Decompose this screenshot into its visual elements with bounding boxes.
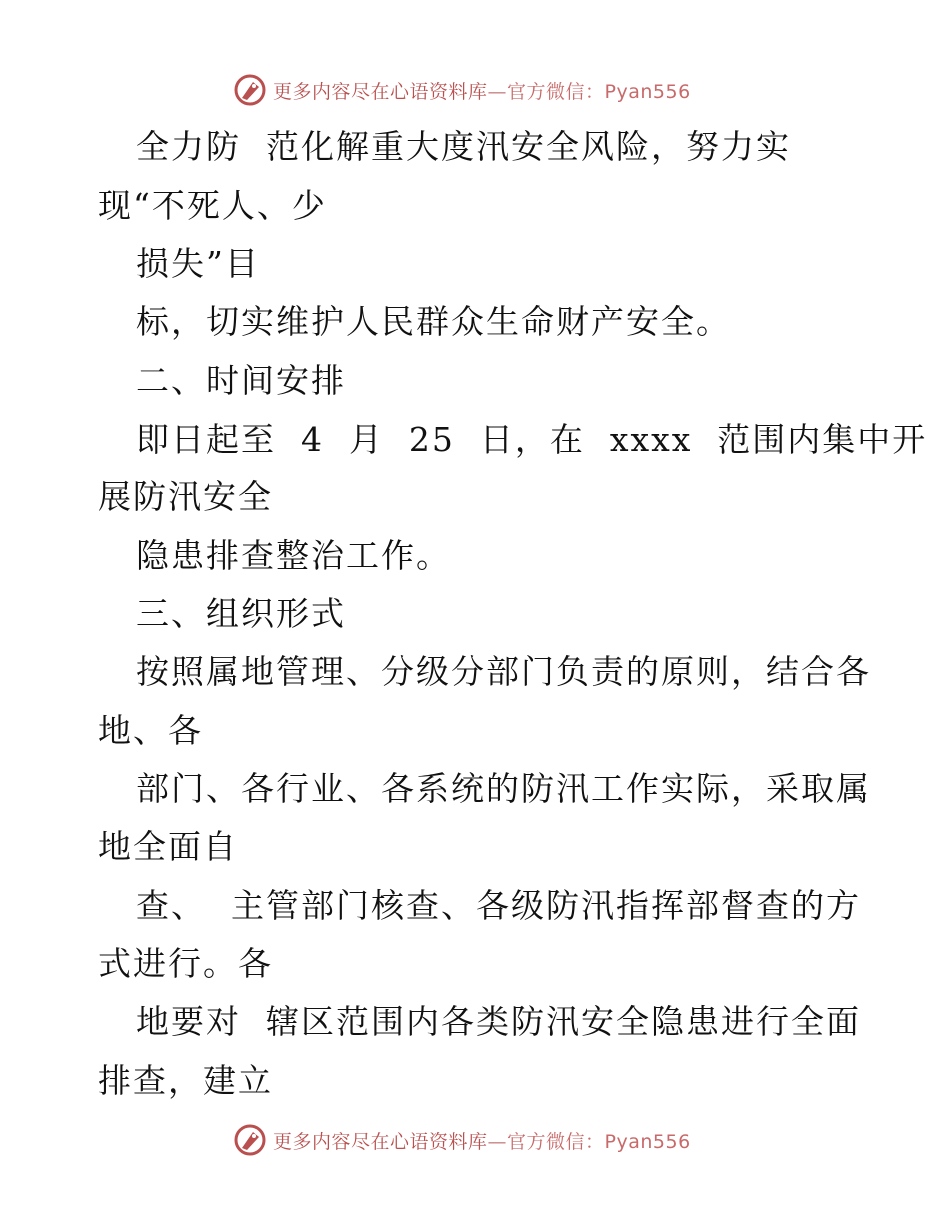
watermark-site: 更多内容尽在心语资料库 <box>273 80 488 103</box>
body-line-16: 地要对 辖区范围内各类防汛安全隐患进行全面 <box>136 1002 861 1041</box>
body-line-15: 式进行。各 <box>98 944 273 983</box>
section-heading-schedule: 二、时间安排 <box>136 361 346 400</box>
body-line-13: 地全面自 <box>98 827 238 866</box>
body-line-1: 全力防 范化解重大度汛安全风险，努力实 <box>136 127 791 166</box>
pen-nib-logo-icon <box>233 1123 267 1157</box>
body-line-6: 即日起至 4 月 25 日，在 xxxx 范围内集中开 <box>136 420 928 459</box>
body-line-3: 损失”目 <box>136 244 260 283</box>
body-line-14: 查、 主管部门核查、各级防汛指挥部督查的方 <box>136 886 861 925</box>
body-line-12: 部门、各行业、各系统的防汛工作实际，采取属 <box>136 769 871 808</box>
body-line-4: 标，切实维护人民群众生命财产安全。 <box>136 302 731 341</box>
body-line-8: 隐患排查整治工作。 <box>136 536 451 575</box>
body-line-11: 地、各 <box>98 711 203 750</box>
watermark-separator: — <box>487 80 508 103</box>
footer-watermark <box>233 1122 691 1158</box>
body-line-7: 展防汛安全 <box>98 477 273 516</box>
watermark-wechat: 官方微信：Pyan556 <box>507 1130 691 1153</box>
watermark-wechat: 官方微信：Pyan556 <box>507 80 691 103</box>
body-line-2: 现“不死人、少 <box>98 186 327 225</box>
watermark-text <box>273 77 691 104</box>
body-line-10: 按照属地管理、分级分部门负责的原则，结合各 <box>136 652 871 691</box>
body-line-17: 排查，建立 <box>98 1061 273 1100</box>
section-heading-organization: 三、组织形式 <box>136 594 346 633</box>
pen-nib-logo-icon <box>233 73 267 107</box>
watermark-text <box>273 1127 691 1154</box>
watermark-site: 更多内容尽在心语资料库 <box>273 1130 488 1153</box>
watermark-separator: — <box>487 1130 508 1153</box>
header-watermark <box>233 72 691 108</box>
